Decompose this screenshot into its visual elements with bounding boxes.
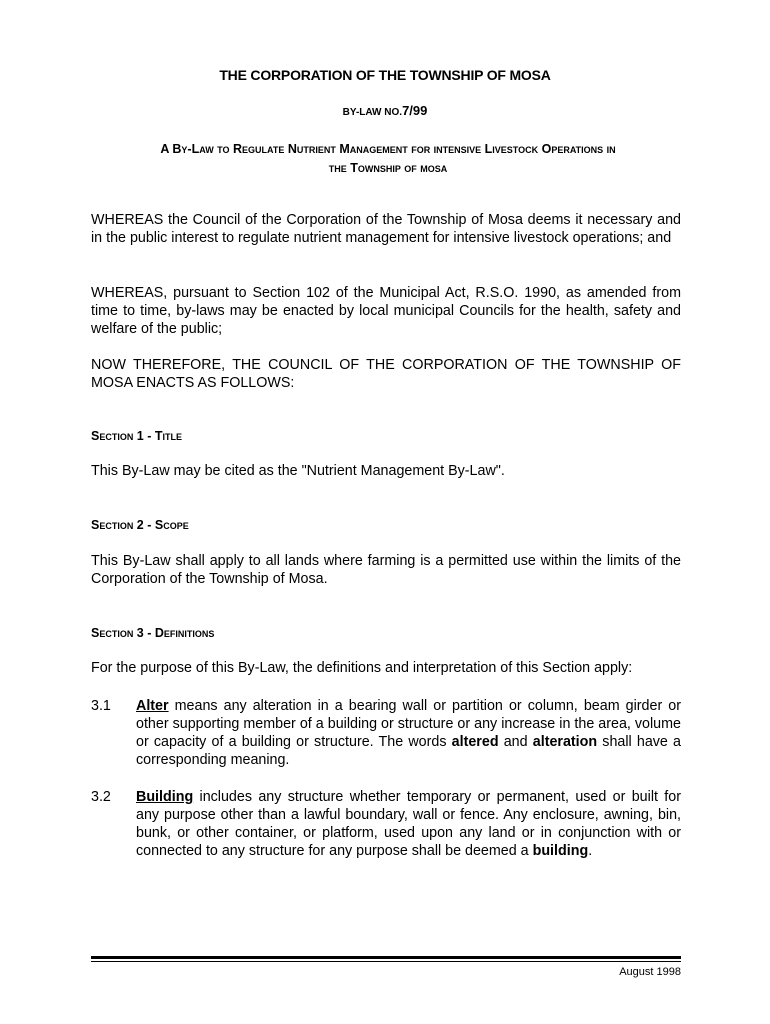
footer-date: August 1998 — [619, 966, 681, 978]
document-title: THE CORPORATION OF THE TOWNSHIP OF MOSA — [219, 67, 551, 83]
definition-bold-word: altered — [451, 734, 499, 750]
section-1-heading: Section 1 - Title — [91, 429, 183, 443]
bylaw-subtitle — [88, 140, 688, 178]
section-2-heading: Section 2 - Scope — [91, 518, 189, 532]
definition-3-2-number: 3.2 — [91, 789, 111, 805]
whereas-paragraph-2: WHEREAS, pursuant to Section 102 of the Municipal Act, R.S.O. 1990, as amended from time to time, by-laws may be enacted by local municipal Councils for the health, safety and welfare of the public; — [91, 285, 681, 337]
definition-term-building: Building — [136, 789, 194, 805]
bylaw-number-value: 7/99 — [402, 103, 428, 118]
footer-rule — [91, 956, 681, 959]
definition-text: includes any structure whether temporary or permanent, used or built for any purpose other than a lawful boundary, wall or fence. Any enclosure, awning, bin, bunk, or other container, or platform, used upon any land or in conjunction with or connected to any structure for any purpose shall be deemed a — [136, 789, 681, 859]
whereas-paragraph-1: WHEREAS the Council of the Corporation of the Township of Mosa deems it necessary and in the public interest to regulate nutrient management for intensive livestock operations; and — [91, 212, 681, 246]
definition-text: . — [588, 843, 593, 859]
definition-text: shall have a corresponding meaning. — [136, 734, 681, 768]
definition-3-2 — [136, 788, 681, 860]
bylaw-number — [0, 103, 770, 118]
definition-3-1 — [136, 697, 681, 769]
bylaw-number-prefix: BY-LAW NO. — [342, 107, 403, 118]
definition-bold-word: alteration — [532, 734, 598, 750]
footer-rule-thin — [91, 961, 681, 962]
definition-text: means any alteration in a bearing wall or partition or column, beam girder or other supporting member of a building or structure or any increase in the area, volume or capacity of a building or structure. The words — [136, 698, 681, 750]
definition-3-1-number: 3.1 — [91, 698, 111, 714]
enactment-clause: NOW THEREFORE, THE COUNCIL OF THE CORPORATION OF THE TOWNSHIP OF MOSA ENACTS AS FOLLOWS: — [91, 357, 681, 391]
subtitle-line-2: the Township of mosa — [328, 161, 448, 175]
section-2-text: This By-Law shall apply to all lands where farming is a permitted use within the limits of the Corporation of the Township of Mosa. — [91, 553, 681, 587]
definition-text: and — [498, 734, 533, 750]
definition-term-alter: Alter — [136, 698, 169, 714]
section-3-heading: Section 3 - Definitions — [91, 626, 215, 640]
section-1-text: This By-Law may be cited as the "Nutrient Management By-Law". — [91, 463, 505, 479]
section-3-intro: For the purpose of this By-Law, the definitions and interpretation of this Section apply: — [91, 660, 633, 676]
definition-bold-word: building — [532, 843, 589, 859]
subtitle-line-1: A By-Law to Regulate Nutrient Management for intensive Livestock Operations in — [160, 142, 616, 156]
